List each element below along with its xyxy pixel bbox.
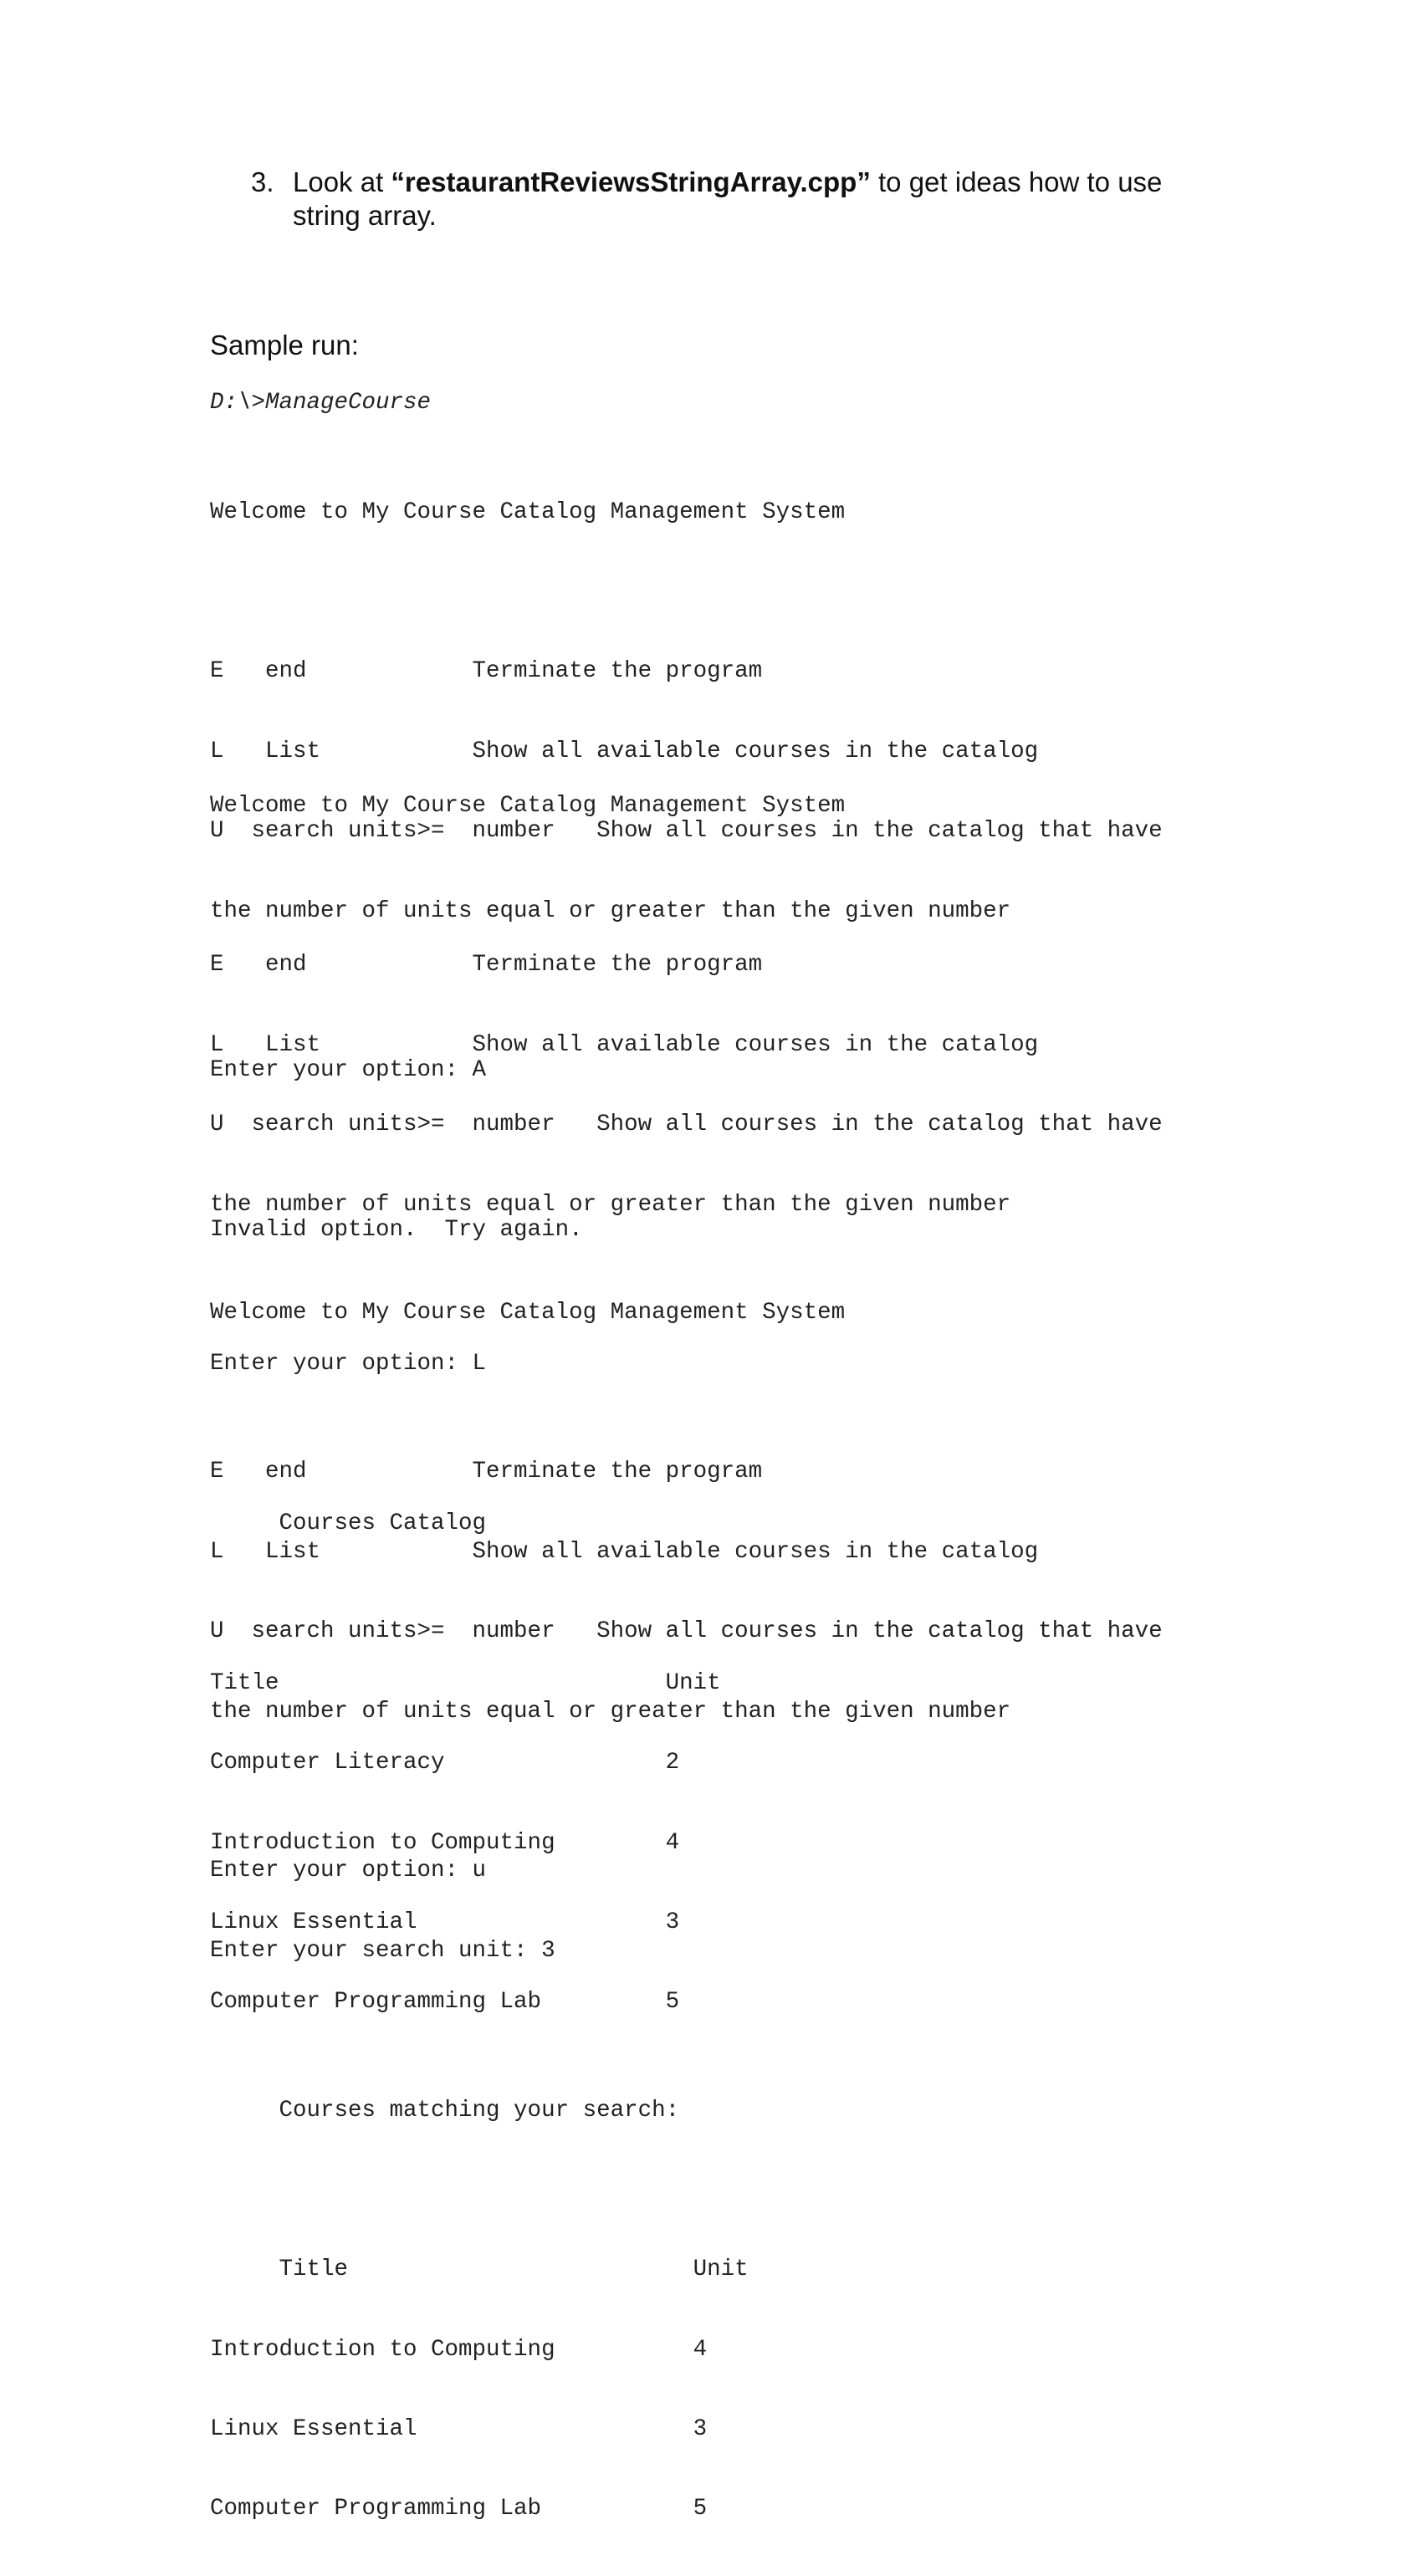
command-line: D:\>ManageCourse (210, 390, 432, 416)
option-prompt: Enter your option: A (210, 1057, 487, 1084)
welcome-text: Welcome to My Course Catalog Management System (210, 1299, 846, 1326)
sample-run-label: Sample run: (210, 330, 359, 360)
instruction-filename: “restaurantReviewsStringArray.cpp” (391, 166, 871, 197)
menu-option-end: E end Terminate the program (210, 658, 763, 685)
menu-option-list: L List Show all available courses in the catalog (210, 738, 1039, 764)
catalog-table-row: Introduction to Computing 4 (210, 1829, 680, 1856)
option-prompt: Enter your option: u (210, 1858, 487, 1884)
list-number: 3. (251, 166, 274, 197)
catalog-heading: Courses Catalog (210, 1510, 487, 1537)
invalid-message: Invalid option. Try again. (210, 1217, 583, 1244)
catalog-table-row: Computer Programming Lab 5 (210, 1989, 680, 2016)
welcome-text: Welcome to My Course Catalog Management System (210, 792, 846, 819)
search-results-row: Computer Programming Lab 5 (210, 2496, 708, 2522)
menu-option-search-continued: the number of units equal or greater than the given number (210, 1191, 1011, 1218)
search-results-table-header: Title Unit (210, 2257, 749, 2283)
menu-option-search: U search units>= number Show all courses in the catalog that have (210, 1618, 1163, 1645)
menu-option-search-continued: the number of units equal or greater than the given number (210, 1698, 1011, 1725)
option-prompt: Enter your option: L (210, 1351, 487, 1377)
menu-block-3 (210, 1246, 1163, 2576)
menu-option-end: E end Terminate the program (210, 952, 763, 979)
instruction-suffix-line2: string array. (293, 200, 437, 231)
menu-option-search: U search units>= number Show all courses in the catalog that have (210, 818, 1163, 845)
search-results-row: Linux Essential 3 (210, 2416, 708, 2443)
catalog-table-row: Linux Essential 3 (210, 1909, 680, 1936)
instruction-prefix: Look at (293, 166, 391, 197)
search-unit-prompt: Enter your search unit: 3 (210, 1937, 555, 1964)
menu-option-list: L List Show all available courses in the catalog (210, 1538, 1039, 1565)
menu-option-list: L List Show all available courses in the catalog (210, 1031, 1039, 1058)
menu-option-search: U search units>= number Show all courses in the catalog that have (210, 1112, 1163, 1138)
instruction-text (293, 166, 1205, 233)
search-results-row: Introduction to Computing 4 (210, 2336, 708, 2363)
search-results-heading: Courses matching your search: (210, 2097, 680, 2124)
catalog-table-row: Computer Literacy 2 (210, 1750, 680, 1776)
menu-option-end: E end Terminate the program (210, 1459, 763, 1485)
instruction-suffix-line1: to get ideas how to use (870, 166, 1163, 197)
catalog-table-header: Title Unit (210, 1669, 721, 1696)
menu-option-search-continued: the number of units equal or greater than the given number (210, 897, 1011, 924)
welcome-text: Welcome to My Course Catalog Management System (210, 498, 846, 525)
